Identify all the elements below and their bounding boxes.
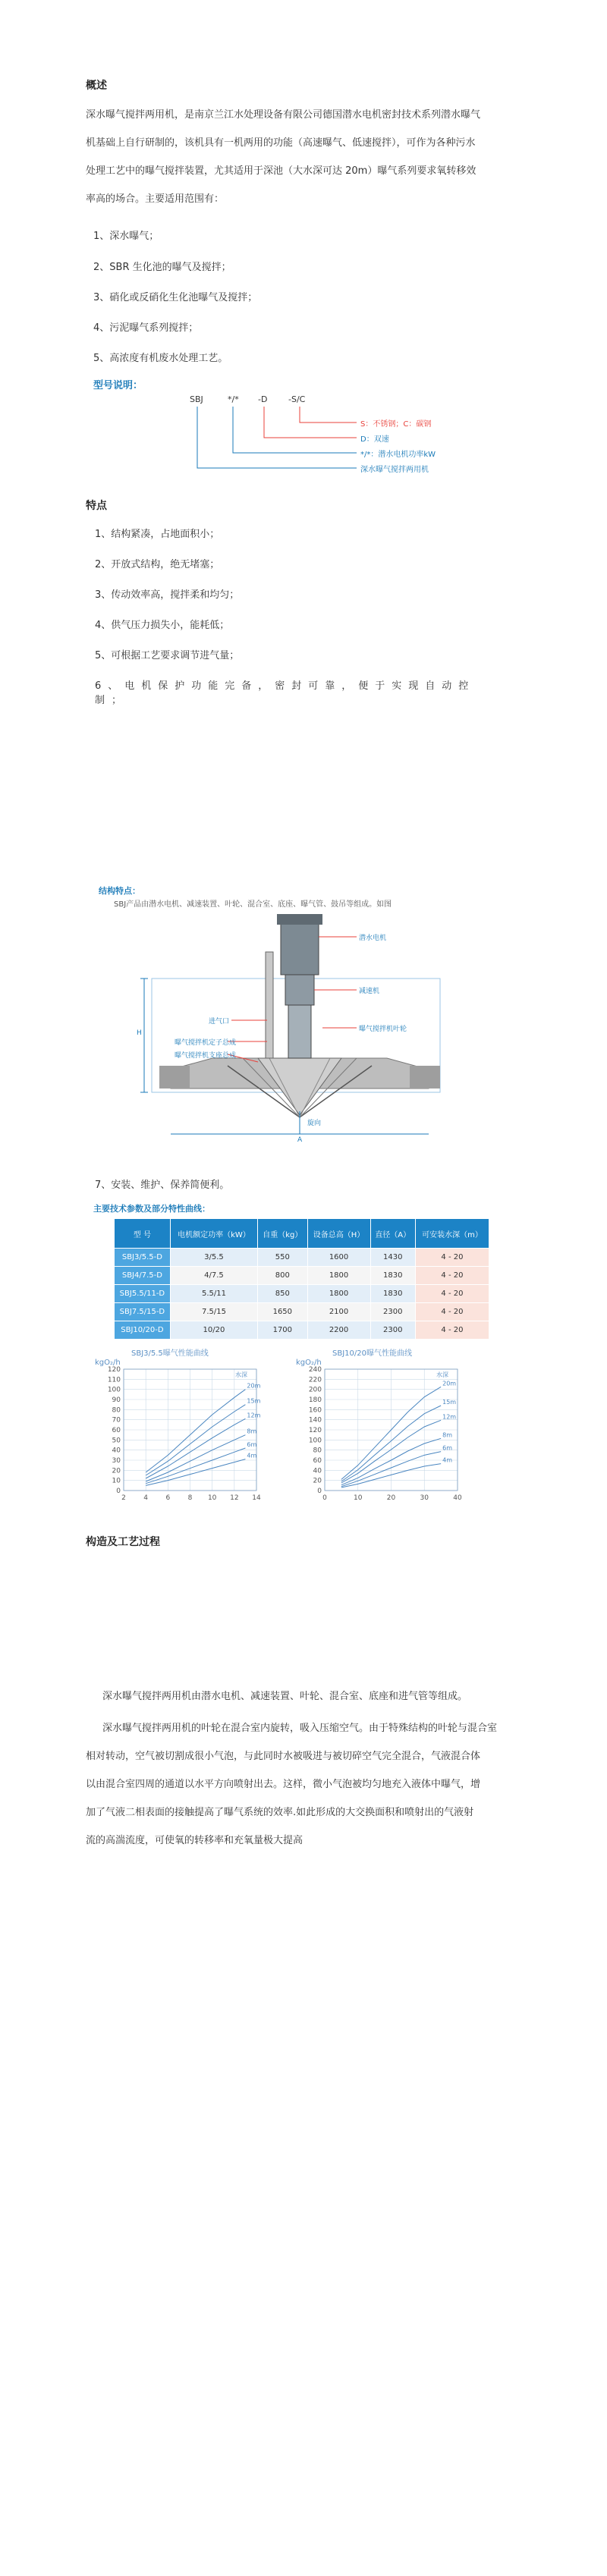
x-tick-label: 40 (453, 1494, 462, 1502)
table-cell: 2300 (370, 1303, 415, 1321)
y-tick-label: 10 (112, 1477, 121, 1485)
y-tick-label: 140 (308, 1416, 322, 1425)
process-paragraph-1: 深水曝气搅拌两用机由潜水电机、减速装置、叶轮、混合室、底座和进气管等组成。 (102, 1691, 468, 1702)
process-heading: 构造及工艺过程 (86, 1536, 160, 1548)
y-tick-label: 0 (317, 1487, 322, 1495)
code-part: SBJ (190, 394, 203, 404)
table-row (115, 1249, 489, 1267)
tech-table-title: 主要技术参数及部分特性曲线： (93, 1204, 210, 1214)
feature-item: 6、电机保护功能完备，密封可靠，便于实现自动控制； (95, 680, 476, 706)
structure-title: 结构特点： (99, 886, 140, 896)
table-cell: 1700 (258, 1321, 307, 1340)
table-cell: 850 (258, 1285, 307, 1303)
chart-ylabel: kgO₂/h (296, 1359, 322, 1367)
table-header-row (115, 1219, 489, 1249)
x-tick-label: 12 (230, 1494, 239, 1502)
column-header: 直径（A） (370, 1219, 415, 1249)
process-line: 以由混合室四周的通道以水平方向喷射出去。这样，微小气泡被均匀地充入液体中曝气，增 (86, 1779, 481, 1790)
overview-paragraph (86, 101, 533, 213)
y-tick-label: 80 (112, 1406, 121, 1415)
code-explanation: 深水曝气搅拌两用机 (360, 466, 429, 474)
process-line: 加了气液二相表面的接触提高了曝气系统的效率.如此形成的大交换面积和喷射出的气液射 (86, 1807, 474, 1818)
table-row (115, 1285, 489, 1303)
features-heading: 特点 (86, 500, 107, 512)
x-tick-label: 30 (420, 1494, 429, 1502)
label-reducer: 减速机 (359, 988, 380, 995)
feature-item: 2、开放式结构，绝无堵塞； (95, 559, 220, 570)
chart-sbj10-performance (296, 1346, 470, 1509)
series-line (146, 1459, 245, 1486)
code-explanation: S：不锈钢；C：碳钢 (360, 420, 432, 429)
code-part: */* (228, 394, 239, 404)
series-label: 4m (442, 1456, 453, 1464)
feature-item-7: 7、安装、维护、保养简便利。 (95, 1180, 230, 1191)
code-part: -S/C (288, 394, 306, 404)
table-cell: 2200 (307, 1321, 370, 1340)
table-cell: 1830 (370, 1285, 415, 1303)
y-tick-label: 70 (112, 1416, 121, 1425)
feature-item: 4、供气压力损失小，能耗低； (95, 620, 230, 631)
table-cell: 550 (258, 1249, 307, 1267)
model-code-title: 型号说明： (93, 380, 143, 391)
y-tick-label: 120 (107, 1366, 121, 1374)
cell-model: SBJ4/7.5-D (115, 1267, 171, 1285)
y-tick-label: 220 (308, 1376, 322, 1384)
cell-model: SBJ3/5.5-D (115, 1249, 171, 1267)
y-tick-label: 60 (313, 1457, 322, 1465)
y-tick-label: 20 (112, 1467, 121, 1475)
process-line: 深水曝气搅拌两用机的叶轮在混合室内旋转，吸入压缩空气。由于特殊结构的叶轮与混合室 (102, 1723, 498, 1734)
tech-spec-table (114, 1218, 489, 1340)
model-code-diagram (186, 394, 436, 485)
table-cell: 4 - 20 (415, 1285, 489, 1303)
y-tick-label: 120 (308, 1427, 322, 1434)
table-cell: 1430 (370, 1249, 415, 1267)
table-cell: 1800 (307, 1267, 370, 1285)
table-cell: 2100 (307, 1303, 370, 1321)
series-label: 4m (247, 1452, 257, 1459)
dimension-a: A (297, 1136, 303, 1144)
table-cell: 4 - 20 (415, 1249, 489, 1267)
y-tick-label: 40 (313, 1467, 322, 1475)
y-tick-label: 90 (112, 1396, 121, 1404)
x-tick-label: 10 (207, 1494, 217, 1502)
x-tick-label: 0 (322, 1494, 327, 1502)
process-line: 相对转动，空气被切割成很小气泡，与此同时水被吸进与被切碎空气完全混合，气液混合体 (86, 1751, 481, 1762)
series-label: 20m (247, 1382, 261, 1390)
column-header: 型 号 (115, 1219, 171, 1249)
label-mixer-support: 曝气搅拌机定子总成 (175, 1039, 237, 1047)
chart-title: SBJ3/5.5曝气性能曲线 (131, 1349, 209, 1358)
table-cell: 7.5/15 (170, 1303, 257, 1321)
label-base: 曝气搅拌机支座总成 (175, 1052, 237, 1060)
table-cell: 4/7.5 (170, 1267, 257, 1285)
y-tick-label: 240 (308, 1366, 322, 1374)
table-cell: 1650 (258, 1303, 307, 1321)
y-tick-label: 200 (308, 1386, 322, 1394)
feature-item: 3、传动效率高，搅拌柔和均匀； (95, 589, 240, 601)
process-paragraph-2 (86, 1714, 541, 1855)
label-rotation: 旋向 (307, 1120, 322, 1127)
scope-item: 4、污泥曝气系列搅拌； (93, 322, 199, 334)
table-cell: 800 (258, 1267, 307, 1285)
dimension-h: H (137, 1029, 142, 1037)
table-cell: 4 - 20 (415, 1321, 489, 1340)
table-row (115, 1321, 489, 1340)
feature-item: 1、结构紧凑，占地面积小； (95, 529, 220, 540)
y-tick-label: 110 (107, 1376, 121, 1384)
code-explanation: */*：潜水电机功率kW (360, 451, 436, 459)
label-impeller: 曝气搅拌机叶轮 (359, 1026, 407, 1033)
y-tick-label: 50 (112, 1437, 121, 1445)
y-tick-label: 30 (112, 1457, 121, 1465)
series-label: 12m (442, 1413, 457, 1421)
cell-model: SBJ10/20-D (115, 1321, 171, 1340)
x-tick-label: 14 (252, 1494, 261, 1502)
chart-sbj3-performance (95, 1346, 269, 1509)
y-tick-label: 80 (313, 1447, 322, 1455)
overview-line: 深水曝气搅拌两用机，是南京兰江水处理设备有限公司德国潜水电机密封技术系列潜水曝气 (86, 109, 481, 121)
y-tick-label: 100 (107, 1386, 121, 1394)
table-row (115, 1303, 489, 1321)
cell-model: SBJ5.5/11-D (115, 1285, 171, 1303)
series-label: 15m (247, 1397, 261, 1405)
scope-item: 3、硝化或反硝化生化池曝气及搅拌； (93, 292, 258, 303)
aerator-drawing (137, 906, 463, 1149)
series-label: 6m (442, 1444, 453, 1452)
y-tick-label: 40 (112, 1447, 121, 1455)
table-cell: 1600 (307, 1249, 370, 1267)
table-cell: 10/20 (170, 1321, 257, 1340)
y-tick-label: 60 (112, 1427, 121, 1434)
chart-title: SBJ10/20曝气性能曲线 (332, 1349, 412, 1358)
scope-item: 1、深水曝气； (93, 231, 159, 242)
y-tick-label: 160 (308, 1406, 322, 1415)
x-tick-label: 20 (386, 1494, 396, 1502)
legend-title: 水深 (235, 1371, 247, 1378)
scope-item: 2、SBR 生化池的曝气及搅拌； (93, 262, 231, 273)
table-cell: 4 - 20 (415, 1267, 489, 1285)
chart-ylabel: kgO₂/h (95, 1359, 121, 1367)
y-tick-label: 0 (116, 1487, 121, 1495)
y-tick-label: 100 (308, 1437, 322, 1445)
x-tick-label: 10 (354, 1494, 363, 1502)
overview-line: 率高的场合。主要适用范围有： (86, 193, 225, 205)
overview-line: 处理工艺中的曝气搅拌装置，尤其适用于深池（大水深可达 20m）曝气系列要求氧转移效 (86, 165, 476, 177)
structure-diagram (137, 906, 463, 1149)
code-explanation: D：双速 (360, 435, 389, 444)
table-cell: 2300 (370, 1321, 415, 1340)
series-label: 6m (247, 1441, 257, 1448)
column-header: 可安装水深（m） (415, 1219, 489, 1249)
table-cell: 5.5/11 (170, 1285, 257, 1303)
table-cell: 1800 (307, 1285, 370, 1303)
cell-model: SBJ7.5/15-D (115, 1303, 171, 1321)
series-label: 20m (442, 1380, 457, 1387)
table-cell: 4 - 20 (415, 1303, 489, 1321)
column-header: 自重（kg） (258, 1219, 307, 1249)
column-header: 电机额定功率（kW） (170, 1219, 257, 1249)
series-line (146, 1418, 245, 1478)
table-row (115, 1267, 489, 1285)
structure-description: SBJ产品由潜水电机、减速装置、叶轮、混合室、底座、曝气管、鼓吊等组成。如图 (114, 900, 392, 909)
column-header: 设备总高（H） (307, 1219, 370, 1249)
series-label: 8m (442, 1431, 453, 1439)
legend-title: 水深 (436, 1371, 448, 1378)
x-tick-label: 6 (165, 1494, 171, 1502)
series-line (146, 1435, 245, 1481)
table-cell: 1830 (370, 1267, 415, 1285)
series-label: 8m (247, 1428, 257, 1435)
x-tick-label: 2 (121, 1494, 126, 1502)
table-cell: 3/5.5 (170, 1249, 257, 1267)
y-tick-label: 20 (313, 1477, 322, 1485)
overview-line: 机基础上自行研制的，该机具有一机两用的功能（高速曝气、低速搅拌），可作为各种污水 (86, 137, 476, 149)
feature-item: 5、可根据工艺要求调节进气量； (95, 650, 240, 661)
x-tick-label: 8 (187, 1494, 193, 1502)
series-label: 15m (442, 1399, 457, 1406)
y-tick-label: 180 (308, 1396, 322, 1404)
scope-item: 5、高浓度有机废水处理工艺。 (93, 353, 228, 364)
series-line (146, 1390, 245, 1472)
series-label: 12m (247, 1412, 261, 1419)
x-tick-label: 4 (143, 1494, 149, 1502)
label-air-inlet: 进气口 (209, 1018, 230, 1026)
overview-heading: 概述 (86, 80, 107, 92)
process-line: 流的高湍流度，可使氧的转移率和充氧量极大提高 (86, 1835, 304, 1846)
label-motor: 潜水电机 (359, 935, 387, 942)
code-part: -D (258, 394, 268, 404)
